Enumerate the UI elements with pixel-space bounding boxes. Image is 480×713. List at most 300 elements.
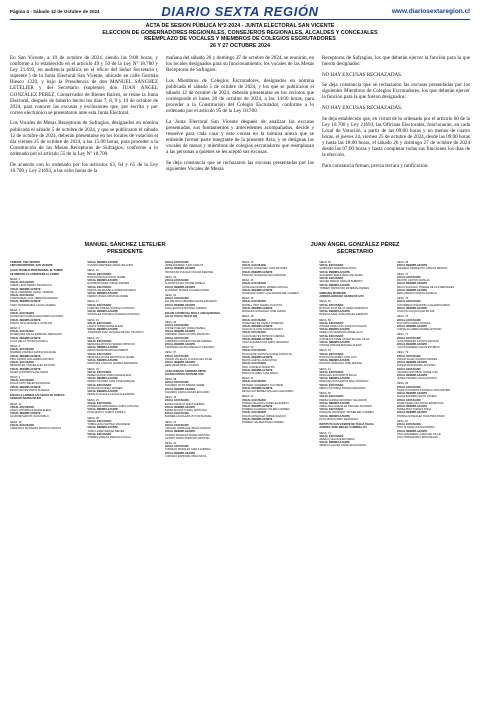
entry-heading: VOCAL REEMPLAZANTE xyxy=(87,408,118,412)
entry-line: ROJAS GONZALEZ JORGE IGNACIO xyxy=(241,414,286,418)
entry-line: CELIS CARDENAS CAROL YESENIA xyxy=(10,290,54,294)
entry-heading: VOCAL EXCUSADO xyxy=(396,300,421,304)
entry-line: CASTRO MARTINEZ OMAR ORLANDO xyxy=(87,264,134,268)
website-link[interactable]: www.diariosextaregion.cl xyxy=(391,7,470,15)
entry-heading: VOCAL REEMPLAZANTE xyxy=(396,282,428,286)
entry-line: MUÑOZ VILLEGAS CLAUDIA DEL PILAR xyxy=(164,357,213,361)
entry-heading: VOCAL REEMPLAZANTE xyxy=(164,303,196,307)
entry-line: MESA: 58 xyxy=(396,261,409,264)
replacement-table xyxy=(10,261,470,706)
entry-group xyxy=(242,297,315,313)
entry-heading: VOCAL REEMPLAZANTE xyxy=(396,306,428,310)
entry-line: PUGA MATUS YANETT FABIOLA xyxy=(87,411,126,415)
entry-heading: VOCAL REEMPLAZANTE xyxy=(87,279,118,283)
entry-group xyxy=(87,269,160,298)
entry-heading: VOCAL EXCUSADO xyxy=(87,339,112,343)
entry-group xyxy=(319,392,392,421)
entry-heading: VOCAL EXCUSADO xyxy=(87,401,112,405)
entry-line: MENDOZA MOYANO SERGIO PATRICIO xyxy=(87,343,135,347)
entry-group xyxy=(242,395,315,424)
entry-group xyxy=(319,300,392,316)
entry-line: ROMERO ALVARADO VALERIA ANDREA xyxy=(241,408,290,412)
entry-line: PINO GUERRERA LAURA DEL PILAR xyxy=(396,432,441,436)
entry-group xyxy=(397,420,470,439)
entry-group xyxy=(319,368,392,391)
entry-line: PAVEZ QUINTEROS ANA MARIA xyxy=(10,370,49,374)
entry-line: MORALES SAN MARTIN PAULA xyxy=(319,374,358,377)
entry-group xyxy=(87,399,160,415)
entry-line: MESA: 16 xyxy=(87,269,99,273)
entry-line: CHAVEZ ORELLANA JOAQUIN IGNACIO xyxy=(319,324,368,328)
entry-line: ACEVEDO SOTO XIMENA ISABEL xyxy=(164,384,205,388)
entry-heading: CALLE TAGUA TAGUA S/N xyxy=(164,315,198,319)
entry-heading: VOCAL EXCUSADO xyxy=(241,362,266,366)
entry-heading: VOCAL REEMPLAZANTE xyxy=(87,346,118,350)
entry-line: MESA: 48 xyxy=(241,315,254,319)
entry-heading: VOCAL REEMPLAZANTE xyxy=(87,328,118,332)
entry-group xyxy=(10,309,83,325)
entry-line: FARIAS SILVA MARCELA CATALINA xyxy=(10,321,53,325)
entry-heading: VOCAL REEMPLAZANTE xyxy=(87,261,118,264)
entry-heading: ESCUELA CARMEN GALLEGOS DE ROBLES xyxy=(10,394,65,398)
entry-group xyxy=(397,261,470,271)
entry-line: MARIN MARIN MARTA ELIZABETH xyxy=(87,349,129,353)
entry-heading: VOCAL REEMPLAZANTE xyxy=(87,377,118,381)
entry-heading: VOCAL REEMPLAZANTE xyxy=(396,404,428,408)
entry-line: NUÑEZ REYES CAMILA JOSEFINA xyxy=(241,321,284,325)
entry-group xyxy=(397,382,470,417)
entry-group xyxy=(165,321,238,350)
entry-heading: VOCAL REEMPLAZANTE xyxy=(319,441,350,445)
entry-line: POBLETE CROSSETT TAFNEE DEL CARMEN xyxy=(319,411,374,415)
entry-heading: AVENIDA JOSE MIGUEL CARRERA 170 xyxy=(319,426,367,430)
entry-line: ROMERO VALDEZ PAOLA ANDREA xyxy=(241,421,284,425)
entry-group xyxy=(242,377,315,393)
entry-line: ACEVEDO SARMIENTO CARLOS RENATO xyxy=(396,267,448,271)
entry-line: PICHUANTE SANTOS DIANNE STRINCYE xyxy=(241,352,292,356)
entry-heading: VOCAL REEMPLAZANTE xyxy=(396,392,428,396)
entry-line: TURRA LEIVA NAYHELI MACARENA xyxy=(87,423,131,427)
entry-line: ARRA ARRATIA MARCO AURELIO xyxy=(396,291,437,295)
entry-line: PEREZ CHANDIA JUAN JOSE ENRIQUE xyxy=(87,380,135,384)
title-line-3: REEMPLAZO DE VOCALES Y MIEMBROS DE COLEGIOS ESCRUTADORES xyxy=(144,36,336,43)
entry-heading: VOCAL EXCUSADO xyxy=(164,445,189,449)
entry-heading: VOCAL EXCUSADO xyxy=(319,264,344,268)
entry-heading: VOCAL EXCUSADO xyxy=(396,318,421,322)
signatures xyxy=(10,242,470,256)
entry-heading: VOCAL REEMPLAZANTE xyxy=(241,368,273,372)
entry-line: GONZALEZ FONSECA CHARLES RODRIGO xyxy=(87,313,140,317)
entry-group xyxy=(319,261,392,290)
entry-line: RETAMALES CHAVEZ ALEX ANTONIO xyxy=(10,364,56,368)
entry-line: ARAYA CISTERNAS MARIA ELENA xyxy=(10,408,52,412)
entry-line: PEÑALOZA RAFAEL ANDRES xyxy=(87,386,123,390)
entry-line: MESA: 76 xyxy=(396,315,409,319)
title-line-1: ACTA DE SESION PÚBLICA Nº2-2024 - JUNTA ELECTORAL SAN VICENTE xyxy=(145,23,335,29)
entry-heading: VOCAL EXCUSADO xyxy=(164,261,189,264)
entry-heading: VOCAL REEMPLAZANTE xyxy=(164,330,196,334)
entry-line: MANRIQUEZ SALAS EMANUEL HERNALDO xyxy=(10,333,62,337)
entry-heading: COMUNA: SAN VICENTE xyxy=(10,261,41,264)
entry-line: CABAS LEIVA PEDRO FRANCISCO xyxy=(10,284,52,288)
entry-heading: VOCAL REEMPLAZANTE xyxy=(241,386,273,390)
table-column xyxy=(87,261,160,706)
entry-heading: VOCAL REEMPLAZANTE xyxy=(10,385,41,389)
entry-line: MESA: 34 xyxy=(164,320,177,324)
entry-heading: VOCAL EXCUSADO xyxy=(87,370,112,374)
entry-group xyxy=(397,333,470,349)
entry-heading: VOCAL REEMPLAZANTE xyxy=(164,405,196,409)
paragraph: Los Miembros de Colegios Escrutadores, designados en nómina publicada el sábado 5 de octubre de 2024, y los que se publicaron el sábado 12 de octubre de 2024, deberán presentarse en los recintos que corresponde el lunes 28 de octubre de 2024, a las 14:00 horas, para proceder a la Constitución del Colegio Escrutador, conforme a lo ordenado por el artículo 95 de la Ley 18.700. xyxy=(166,77,314,115)
entry-line: MESA: 80 xyxy=(396,382,409,386)
entry-heading: VOCAL EXCUSADO xyxy=(396,385,421,389)
entry-line: DONOSO BUSON ROSA ISABEL xyxy=(87,275,126,279)
entry-line: TRONCOSO PULGAR VIVIANA DENISSE xyxy=(164,270,214,274)
entry-line: MEZA PEÑA ARIEL LUCIANO xyxy=(164,364,199,368)
entry-line: OLGUIN REYES PATRICIO ANDRES xyxy=(241,334,285,338)
entry-line: PERALTA OLAVE CLAUDIA ALEJANDRA xyxy=(87,393,135,397)
entry-heading: VOCAL EXCUSADO xyxy=(10,330,35,334)
entry-group xyxy=(10,394,83,400)
entry-line: PINO CORNEJO MARIA PIA xyxy=(241,365,275,369)
entry-line: VIDAL BASTIAS MICHAEL ANDRES xyxy=(164,306,207,310)
entry-line: MUÑOZ SILVA DANIEL ANTONIO xyxy=(396,364,436,368)
entry-heading: VOCAL EXCUSADO xyxy=(87,321,112,325)
entry-heading: VOCAL REEMPLAZANTE xyxy=(396,361,428,365)
entry-heading: VOCAL REEMPLAZANTE xyxy=(319,401,350,405)
entry-line: NUÑEZ PIZARRO JUAN ANTONIO xyxy=(396,377,437,381)
entry-line: MESA: 46 xyxy=(241,297,254,301)
entry-group xyxy=(10,376,83,392)
paragraph: En San Vicente, a 10 de octubre de 2024, siendo las 9:00 horas, y conforme a lo establecido en el artículo 49 y 50 de la Ley Nº 18.700 y Ley 21.693, en audiencia pública en el oficio del Señor Secretario ( suplente ) de la Junta Electoral San Vicente, ubicado en calle Germán Riesco 1320, y bajo la Presidencia de don MANUEL SÁNCHEZ LETELIER y del Secretario (suplente) don JUAN ÁNGEL GONZÁLEZ PÉREZ, Conservador de Bienes Raíces, se reúne la Junta Electoral, después de haberlo hecho los días 7, 8, 9 y 10 de octubre de 2024, para conocer las excusas y exclusiones que, por escrito y por correo electrónico se presentaron ante esta Junta Electoral. xyxy=(10,55,158,116)
entry-group xyxy=(165,294,238,310)
entry-line: PINO HORMAZABAL EDNA BELEN xyxy=(396,435,438,439)
entry-line: ALVARADO MUÑOZ CLAUDIA ESTER xyxy=(164,288,209,292)
entry-line: MESA: 66 xyxy=(319,392,331,396)
entry-group xyxy=(10,261,83,267)
entry-line: DONOSO RAMIREZ JUAN LUIS xyxy=(319,355,357,359)
table-column xyxy=(319,261,392,706)
entry-line: MESA: 17 xyxy=(87,300,99,304)
entry-group xyxy=(242,261,315,277)
entry-heading: KILÓMETRO 10 CARRETERA EL TAMBO xyxy=(10,272,60,276)
entry-line: JORQUERA DIAZ JACQUELINE DEL TRANSITO xyxy=(87,331,144,335)
entry-line: SANHUEZA ZAMORANO ROSA xyxy=(319,267,357,271)
entry-heading: VOCAL EXCUSADO xyxy=(241,349,266,353)
entry-line: FIERRO CHAZA CRISTIAN ANDRE xyxy=(87,295,129,299)
entry-heading: VOCAL REEMPLAZANTE xyxy=(10,336,41,340)
entry-heading: VOCAL REEMPLAZANTE xyxy=(10,318,41,322)
entry-group xyxy=(165,312,238,318)
newspaper-title: DIARIO SEXTA REGIÓN xyxy=(161,3,319,19)
entry-line: DIAZ ORTIZ MARIA IGNACIA xyxy=(396,321,431,325)
body-column-1 xyxy=(10,55,158,240)
entry-line: MESA: 87 xyxy=(396,419,409,423)
entry-line: ARAYA SALGADO THAMAR DE LAS MERCEDES xyxy=(396,285,455,289)
entry-line: CHAPPUZEAU COX TERESITA AMPARO xyxy=(10,297,58,301)
signature-president xyxy=(10,242,240,256)
entry-line: PAVEZ CONTRERAS RONALD CRISTOPHER xyxy=(396,388,450,392)
entry-line: PINO OLIVERA JUAN ESTEBAN xyxy=(396,426,435,430)
title-line-4: 26 Y 27 OCTUBRE 2024 xyxy=(209,42,271,49)
entry-heading: VOCAL EXCUSADO xyxy=(319,408,344,412)
entry-line: PEZOA GAETE LAURA ROSA xyxy=(241,359,277,363)
entry-heading: VOCAL REEMPLAZANTE xyxy=(396,429,428,433)
entry-line: PUGA MATUS MIRO FERNANDO xyxy=(319,417,359,421)
entry-heading: VOCAL EXCUSADO xyxy=(164,354,189,358)
entry-line: CHACON CALQUIN MAYRA PAZ xyxy=(396,310,435,314)
entry-heading: VOCAL REEMPLAZANTE xyxy=(241,417,273,421)
entry-group xyxy=(87,337,160,366)
entry-line: BUSTOS SILVA DE LA CERDA DEBORAH xyxy=(319,306,368,310)
entry-line: LUCO MELLA TATIANA MONICA xyxy=(10,339,48,343)
entry-heading: VOCAL EXCUSADO xyxy=(164,412,189,416)
entry-heading: VOCAL REEMPLAZANTE xyxy=(87,310,118,314)
entry-heading: VOCAL EXCUSADO xyxy=(164,297,189,301)
entry-heading: VOCAL REEMPLAZANTE xyxy=(319,377,350,381)
entry-line: CARO HORMAZABAL LAURA JAVIERA xyxy=(10,303,56,307)
entry-heading: VOCAL REEMPLAZANTE xyxy=(87,359,118,363)
entry-line: PARRA GUZMAN RODRIGO SALVADOR xyxy=(319,398,367,402)
entry-heading: VOCAL REEMPLAZANTE xyxy=(319,341,350,345)
entry-line: MORELL PINO DANIEL AUGUSTO xyxy=(241,303,283,307)
entry-line: DONOSO GONZALEZ ELIA DENISSE xyxy=(241,273,286,277)
document-title xyxy=(10,23,470,49)
entry-line: BARRERA AGUILERA VICTOR MANUEL xyxy=(164,415,212,419)
entry-line: MESA: 77 xyxy=(396,333,409,337)
paragraph: Para constancia firman, previa lectura y ratificación: xyxy=(322,162,429,169)
entry-heading: VOCAL EXCUSADO xyxy=(319,321,344,325)
entry-line: BURGOA SAEZ JOSE MIGUEL ERNESTO xyxy=(319,313,369,317)
entry-line: CARRANZA ACUÑA MARCELO ORLANDO xyxy=(164,346,215,350)
paragraph: La Junta Electoral San Vicente después de analizar las excusas presentadas, sus fundamentos y antecedentes acompañados, decide y resuelve para cada caso y esto consta en la nómina anexa que se entiende formar parte integrante de la presente Acta, y se designan los vocales de mesas y miembros de colegios escrutadores que reemplazan a las personas a quienes se les aceptó sus excusas. xyxy=(166,118,314,156)
entry-line: OLGUIN OLGUIN AMANDA NANCY xyxy=(241,328,284,332)
paragraph: Se deja constancia que se rechazaron las excusas presentadas por los siguientes Miembros de Colegios Escrutadores, los que deberán ejercer la función para la que fueron designados: xyxy=(322,82,470,101)
entry-line: CARREÑO HIDALGO IVAN MAURICIO xyxy=(164,333,210,337)
entry-line: ACEVEDO CARCA CESAR EDUARDO xyxy=(164,390,210,394)
entry-heading: LICEO IGNACIO CARRERA PINTO xyxy=(164,369,206,373)
entry-group xyxy=(242,279,315,295)
entry-heading: VOCAL EXCUSADO xyxy=(87,272,112,276)
entry-line: MESA: 50 xyxy=(241,346,254,350)
entry-heading: VOCAL EXCUSADO xyxy=(319,434,344,438)
entry-line: MESA: 41 xyxy=(164,420,177,424)
entry-heading: VOCAL EXCUSADO xyxy=(241,264,266,268)
entry-line: MESA: 6 xyxy=(10,326,21,330)
entry-group xyxy=(319,292,392,298)
entry-heading: VOCAL EXCUSADO xyxy=(319,303,344,307)
entry-line: REYES REYES MARTA EUGENIA xyxy=(10,388,50,392)
entry-heading: VOCAL EXCUSADO xyxy=(87,419,112,423)
entry-heading: VOCAL REEMPLAZANTE xyxy=(87,426,118,430)
entry-line: SAAVEDRA SEPULVEDA ANA MARIA xyxy=(319,273,363,277)
entry-line: GONZALEZ FLORES ALEJANDRO ALFONSO xyxy=(10,315,64,319)
entry-line: MENDOZA ROJAS FRANCISCO JAVIER xyxy=(87,355,135,359)
entry-heading: VOCAL EXCUSADO xyxy=(396,354,421,358)
entry-line: REYES GUTIERREZ AQUILES ALEJANDRO xyxy=(241,390,294,394)
body-column-2 xyxy=(166,55,314,240)
entry-line: TORRES TRONCOSO ESTEBAN ANDRES xyxy=(319,286,370,290)
entry-line: FUENTES RIVERA GONZALO ANTONIO xyxy=(87,306,135,310)
entry-line: GONZALEZ RAMOS JAVIERA NATALIA xyxy=(241,285,288,289)
entry-group xyxy=(397,351,470,380)
entry-line: CATALAN GONZALEZ JESUS IGNACIO xyxy=(164,427,211,431)
entry-line: MUÑOZ SUAZO ALVARO ANDRES xyxy=(396,357,438,361)
entry-line: MESA: 61 xyxy=(319,367,331,371)
entry-heading: VOCAL REEMPLAZANTE xyxy=(241,404,273,408)
entry-group xyxy=(165,351,238,367)
entry-group xyxy=(165,370,238,376)
title-line-2: ELECCION DE GOBERNADORES REGIONALES, CONSEJEROS REGIONALES, ALCALDES Y CONCEJALES xyxy=(102,29,378,36)
entry-line: ALFARO ROJAS IVONNE PAMELA xyxy=(164,282,206,286)
entry-heading: VOCAL EXCUSADO xyxy=(164,381,189,385)
entry-heading: VOCAL REEMPLAZANTE xyxy=(164,430,196,434)
entry-line: CORDERO CORNEJO FELIPE ANDRES xyxy=(164,339,212,343)
entry-line: MESA: 25 xyxy=(87,398,99,402)
entry-heading: VOCAL EXCUSADO xyxy=(241,411,266,415)
entry-line: CORNEJO ESPINOZA TANIA NICOL xyxy=(164,454,207,458)
entry-heading: VOCAL REEMPLAZANTE xyxy=(241,355,273,359)
entry-heading: VOCAL REEMPLAZANTE xyxy=(164,343,196,347)
entry-line: CORNEJO MORALES CARLA ANDREA xyxy=(164,448,211,452)
entry-group xyxy=(165,421,238,440)
entry-heading: VOCAL EXCUSADO xyxy=(241,398,266,402)
entry-line: CONTRERAS HUENUMILLA ELADIM RAMON xyxy=(396,303,450,307)
entry-line: MESA: 51 xyxy=(241,377,254,381)
entry-heading: VOCAL EXCUSADO xyxy=(319,370,344,374)
entry-group xyxy=(87,417,160,440)
entry-heading: VOCAL REEMPLAZANTE xyxy=(164,361,196,365)
entry-heading: VOCAL EXCUSADO xyxy=(10,281,35,285)
entry-line: PALMA BARRERA EDITH JOSEFA xyxy=(396,395,437,399)
entry-heading: VOCAL EXCUSADO xyxy=(87,383,112,387)
entry-heading: JUAN BAUTISTA PASTENE 1000 xyxy=(164,372,204,376)
entry-line: GONZALEZ GODOY ALEJANDRA DEL CARMEN xyxy=(241,291,299,295)
entry-heading: VOCAL REEMPLAZANTE xyxy=(10,412,41,416)
entry-line: PINO ZAPATA GUILLERMO ANTONIO xyxy=(10,357,54,361)
entry-heading: VOCAL REEMPLAZANTE xyxy=(10,367,41,371)
entry-heading: VOCAL EXCUSADO xyxy=(87,303,112,307)
entry-heading: VOCAL EXCUSADO xyxy=(241,380,266,384)
entry-line: MESA: 59 xyxy=(319,349,331,353)
paragraph: mañana del sábado 26 y domingo 27 de octubre de 2024, se reunirán, en los locales designados para su funcionamiento, los vocales de las Mesas Receptoras de Sufragios. xyxy=(166,55,314,74)
entry-heading: ESCUELA ESPECIAL PAULA JARAQUEMADA xyxy=(164,312,221,316)
entry-heading: VOCAL REEMPLAZANTE xyxy=(164,387,196,391)
entry-heading: VOCAL EXCUSADO xyxy=(241,331,266,335)
entry-heading: VOCAL EXCUSADO xyxy=(319,277,344,281)
entry-heading: VOCAL EXCUSADO xyxy=(396,367,421,371)
entry-line: VILLABLANCA MIRANDA FELIPE EDUARDO xyxy=(164,300,217,304)
entry-line: LEIVA PAREDES ACOSTA ANTONIO xyxy=(396,339,440,343)
entry-heading: VOCAL EXCUSADO xyxy=(396,275,421,279)
entry-line: MESA: 42 xyxy=(164,441,177,445)
entry-heading: VOCAL EXCUSADO xyxy=(319,334,344,338)
entry-heading: VOCAL EXCUSADO xyxy=(10,423,35,427)
signature-name: JUAN ÁNGEL GONZÁLEZ PÉREZ xyxy=(310,242,400,248)
entry-line: ROJAS SOTO BELEN ESTEFANIA xyxy=(10,382,51,386)
entry-group xyxy=(165,276,238,292)
entry-line: MESA: 12 xyxy=(10,402,22,406)
entry-heading: VOCAL REEMPLAZANTE xyxy=(319,283,350,287)
entry-line: MESA: 30 xyxy=(164,275,177,279)
entry-heading: AVENIDA HORACIO ARANGUIZ 1273 xyxy=(319,295,364,299)
entry-group xyxy=(165,396,238,419)
act-body xyxy=(10,55,470,240)
entry-group xyxy=(397,315,470,331)
entry-group xyxy=(10,345,83,374)
entry-line: ABURTO CASTRO NATALIA xyxy=(396,279,430,283)
entry-line: MESA: 72 xyxy=(396,272,409,276)
entry-heading: VOCAL EXCUSADO xyxy=(87,352,112,356)
entry-group xyxy=(165,261,238,274)
entry-heading: VOCAL REEMPLAZANTE xyxy=(164,285,196,289)
page-header xyxy=(10,3,470,20)
entry-heading: VOCAL REEMPLAZANTE xyxy=(396,374,428,377)
entry-line: MESA: 56 xyxy=(319,300,331,304)
entry-group xyxy=(10,421,83,431)
entry-line: MESA: 71 xyxy=(319,431,331,435)
entry-heading: HORACIO ARANGUIZ 800 xyxy=(10,397,42,401)
entry-group xyxy=(87,300,160,316)
entry-line: MERLO ASTORGA JORGE FERNANDO xyxy=(319,386,366,390)
entry-group xyxy=(397,273,470,296)
entry-line: MARTINEZ CHACON JAVIERA FERNANDA xyxy=(87,362,138,366)
entry-line: PAVEZ PEÑALOZA MATEO ERNESTINA xyxy=(396,401,444,405)
entry-heading: VOCAL REEMPLAZANTE xyxy=(319,270,350,274)
paragraph: Se deja establecido que, en virtud de lo ordenado por el artículo 60 de la Ley 18.700 y Ley 21693, las Oficinas Electorales, funcionarán, en cada Local de Votación, a partir de las 09:00 horas y no menos de cuatro horas, el jueves 24, viernes 25 de octubre de 2024, desde las 09:00 horas y hasta las 18:00 horas, el sábado 26 y domingo 27 de octubre de 2024 desde las 07:00 horas y hasta completar todas sus funciones los días de la elección. xyxy=(322,115,470,159)
entry-line: CEBALLOS PERSSON DANIEL ELOY xyxy=(319,331,364,335)
entry-line: MESA: 20 xyxy=(87,336,99,340)
signature-secretary xyxy=(240,242,470,256)
entry-heading: VOCAL REEMPLAZANTE xyxy=(396,411,428,415)
table-column xyxy=(397,261,470,706)
entry-heading: LICEO TÉCNICO PROFESIONAL EL TAMBO xyxy=(10,269,63,273)
entry-heading: VOCAL EXCUSADO xyxy=(164,399,189,403)
entry-line: MESA: 9 xyxy=(10,376,21,379)
entry-heading: VOCAL EXCUSADO xyxy=(241,318,266,322)
entry-group xyxy=(87,368,160,397)
entry-line: MESA: 53 xyxy=(319,261,331,264)
entry-group xyxy=(10,403,83,419)
entry-heading: GIMNASIO MUNICIPAL xyxy=(319,291,347,295)
signature-name: MANUEL SÁNCHEZ LETELIER xyxy=(84,242,166,248)
entry-heading: VOCAL EXCUSADO xyxy=(319,395,344,399)
entry-group xyxy=(319,349,392,365)
entry-heading: VOCAL EXCUSADO xyxy=(10,293,35,297)
entry-group xyxy=(319,432,392,448)
entry-line: MORALES GONZALEZ JOSE FABIAN xyxy=(241,310,286,314)
entry-heading: VOCAL EXCUSADO xyxy=(10,312,35,316)
entry-line: DONOSO MORALES JOSE MANUEL xyxy=(319,362,363,366)
entry-heading: VOCAL REEMPLAZANTE xyxy=(241,324,273,328)
entry-line: MESA: 75 xyxy=(396,297,409,301)
entry-heading: VOCAL EXCUSADO xyxy=(87,432,112,436)
table-column xyxy=(10,261,83,706)
entry-heading: VOCAL REEMPLAZANTE xyxy=(241,288,273,292)
entry-heading: VOCAL REEMPLAZANTE xyxy=(396,264,428,268)
entry-line: AGUIRRE MARCHI JUAN PABLO xyxy=(10,415,49,419)
paragraph: Receptoras de Sufragios, los que deberán ejercer la función para la que fueron designados: xyxy=(322,55,470,68)
body-column-3 xyxy=(322,55,470,240)
entry-line: NAVARRO ESCOBAR JORGE LUIS xyxy=(396,370,438,374)
entry-heading: VOCAL EXCUSADO xyxy=(164,323,189,327)
entry-heading: VOCAL EXCUSADO xyxy=(319,383,344,387)
entry-line: MESA: 4 xyxy=(10,308,21,312)
paragraph: Los Vocales de Mesas Receptoras de Sufragios, designados en nómina publicada el sábado 5 de octubre de 2024, y que se publicaron el sábado 12 de octubre de 2024, deberán presentarse en los locales de votación el día viernes 25 de octubre de 2024, a las 15:00 horas, para proceder a la Constitución de las Mesas Receptoras de Sufragios, conforme a lo ordenado por el artículo 55 de la Ley Nº 18.700. xyxy=(10,120,158,157)
entry-line: FARIAS VALENZUELA JAVIER EDUARDO xyxy=(87,288,137,292)
entry-line: BARRA VALDIVIA SOFIA ANDREA xyxy=(164,402,205,406)
entry-heading: VOCAL REEMPLAZANTE xyxy=(241,337,273,341)
